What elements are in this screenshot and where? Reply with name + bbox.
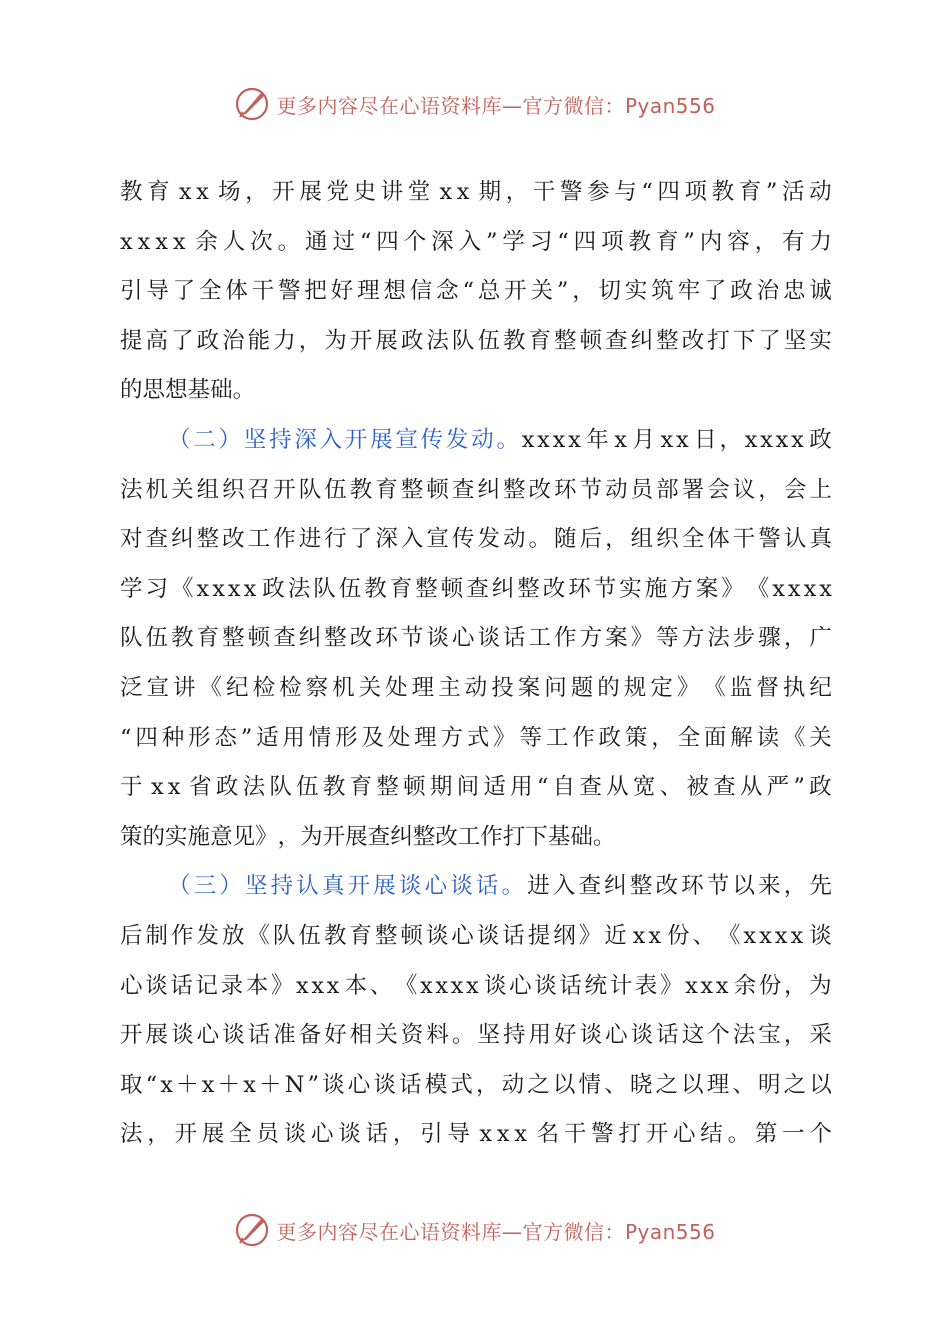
section-heading-line: （ 二 ） 坚 持 深 入 开 展 宣 传 发 动 。 x x x x 年 x 月 x x 日 ， x x x x 政 <box>168 426 832 453</box>
text-line: 心 谈 话 记 录 本 》 x x x 本 、 《 x x x x 谈 心 谈 话 统 计 表 》 x x x 余 份 ， 为 <box>120 972 832 999</box>
text-line: 于 x x 省 政 法 队 伍 教 育 整 顿 期 间 适 用 “ 自 查 从 宽 、 被 查 从 严 ” 政 <box>120 774 832 801</box>
quill-pen-icon <box>234 86 270 122</box>
text-line: 对 查 纠 整 改 工 作 进 行 了 深 入 宣 传 发 动 。 随 后 ， 组 织 全 体 干 警 认 真 <box>120 526 832 553</box>
text-line: 策 的 实 施 意 见 》 ， 为 开 展 查 纠 整 改 工 作 打 下 基 础 。 <box>120 823 616 850</box>
text-line: 队 伍 教 育 整 顿 查 纠 整 改 环 节 谈 心 谈 话 工 作 方 案 》 等 方 法 步 骤 ， 广 <box>120 625 832 652</box>
watermark-text: 更多内容尽在心语资料库—官方微信：Pyan556 <box>276 93 716 118</box>
text-line: 泛 宣 讲 《 纪 检 检 察 机 关 处 理 主 动 投 案 问 题 的 规 定 》 《 监 督 执 纪 <box>120 674 832 701</box>
text-line: 法 机 关 组 织 召 开 队 伍 教 育 整 顿 查 纠 整 改 环 节 动 员 部 署 会 议 ， 会 上 <box>120 476 832 503</box>
watermark-text: 更多内容尽在心语资料库—官方微信：Pyan556 <box>276 1219 716 1244</box>
text-line: 提 高 了 政 治 能 力 ， 为 开 展 政 法 队 伍 教 育 整 顿 查 纠 整 改 打 下 了 坚 实 <box>120 327 832 354</box>
watermark-banner-top <box>0 84 950 124</box>
text-line: 开 展 谈 心 谈 话 准 备 好 相 关 资 料 。 坚 持 用 好 谈 心 谈 话 这 个 法 宝 ， 采 <box>120 1022 832 1049</box>
quill-pen-icon <box>234 1212 270 1248</box>
text-line: x x x x 余 人 次 。 通 过 “ 四 个 深 入 ” 学 习 “ 四 项 教 育 ” 内 容 ， 有 力 <box>120 228 832 255</box>
document-body <box>120 168 832 1160</box>
text-line: 取 “ x ＋ x ＋ x ＋ N ” 谈 心 谈 话 模 式 ， 动 之 以 情 、 晓 之 以 理 、 明 之 以 <box>120 1071 832 1098</box>
text-line: “ 四 种 形 态 ” 适 用 情 形 及 处 理 方 式 》 等 工 作 政 策 ， 全 面 解 读 《 关 <box>120 724 832 751</box>
section-heading-line: （ 三 ） 坚 持 认 真 开 展 谈 心 谈 话 。 进 入 查 纠 整 改 环 节 以 来 ， 先 <box>168 873 832 900</box>
text-line: 学 习 《 x x x x 政 法 队 伍 教 育 整 顿 查 纠 整 改 环 节 实 施 方 案 》 《 x x x x <box>120 575 832 602</box>
text-line: 法 ， 开 展 全 员 谈 心 谈 话 ， 引 导 x x x 名 干 警 打 开 心 结 。 第 一 个 <box>120 1121 832 1148</box>
text-line: 后 制 作 发 放 《 队 伍 教 育 整 顿 谈 心 谈 话 提 纲 》 近 x x 份 、 《 x x x x 谈 <box>120 922 832 949</box>
watermark-banner-bottom <box>0 1210 950 1250</box>
text-line: 教 育 x x 场 ， 开 展 党 史 讲 堂 x x 期 ， 干 警 参 与 “ 四 项 教 育 ” 活 动 <box>120 179 832 205</box>
text-line: 的 思 想 基 础 。 <box>120 377 256 404</box>
text-line: 引 导 了 全 体 干 警 把 好 理 想 信 念 “ 总 开 关 ” ， 切 实 筑 牢 了 政 治 忠 诚 <box>120 278 832 305</box>
